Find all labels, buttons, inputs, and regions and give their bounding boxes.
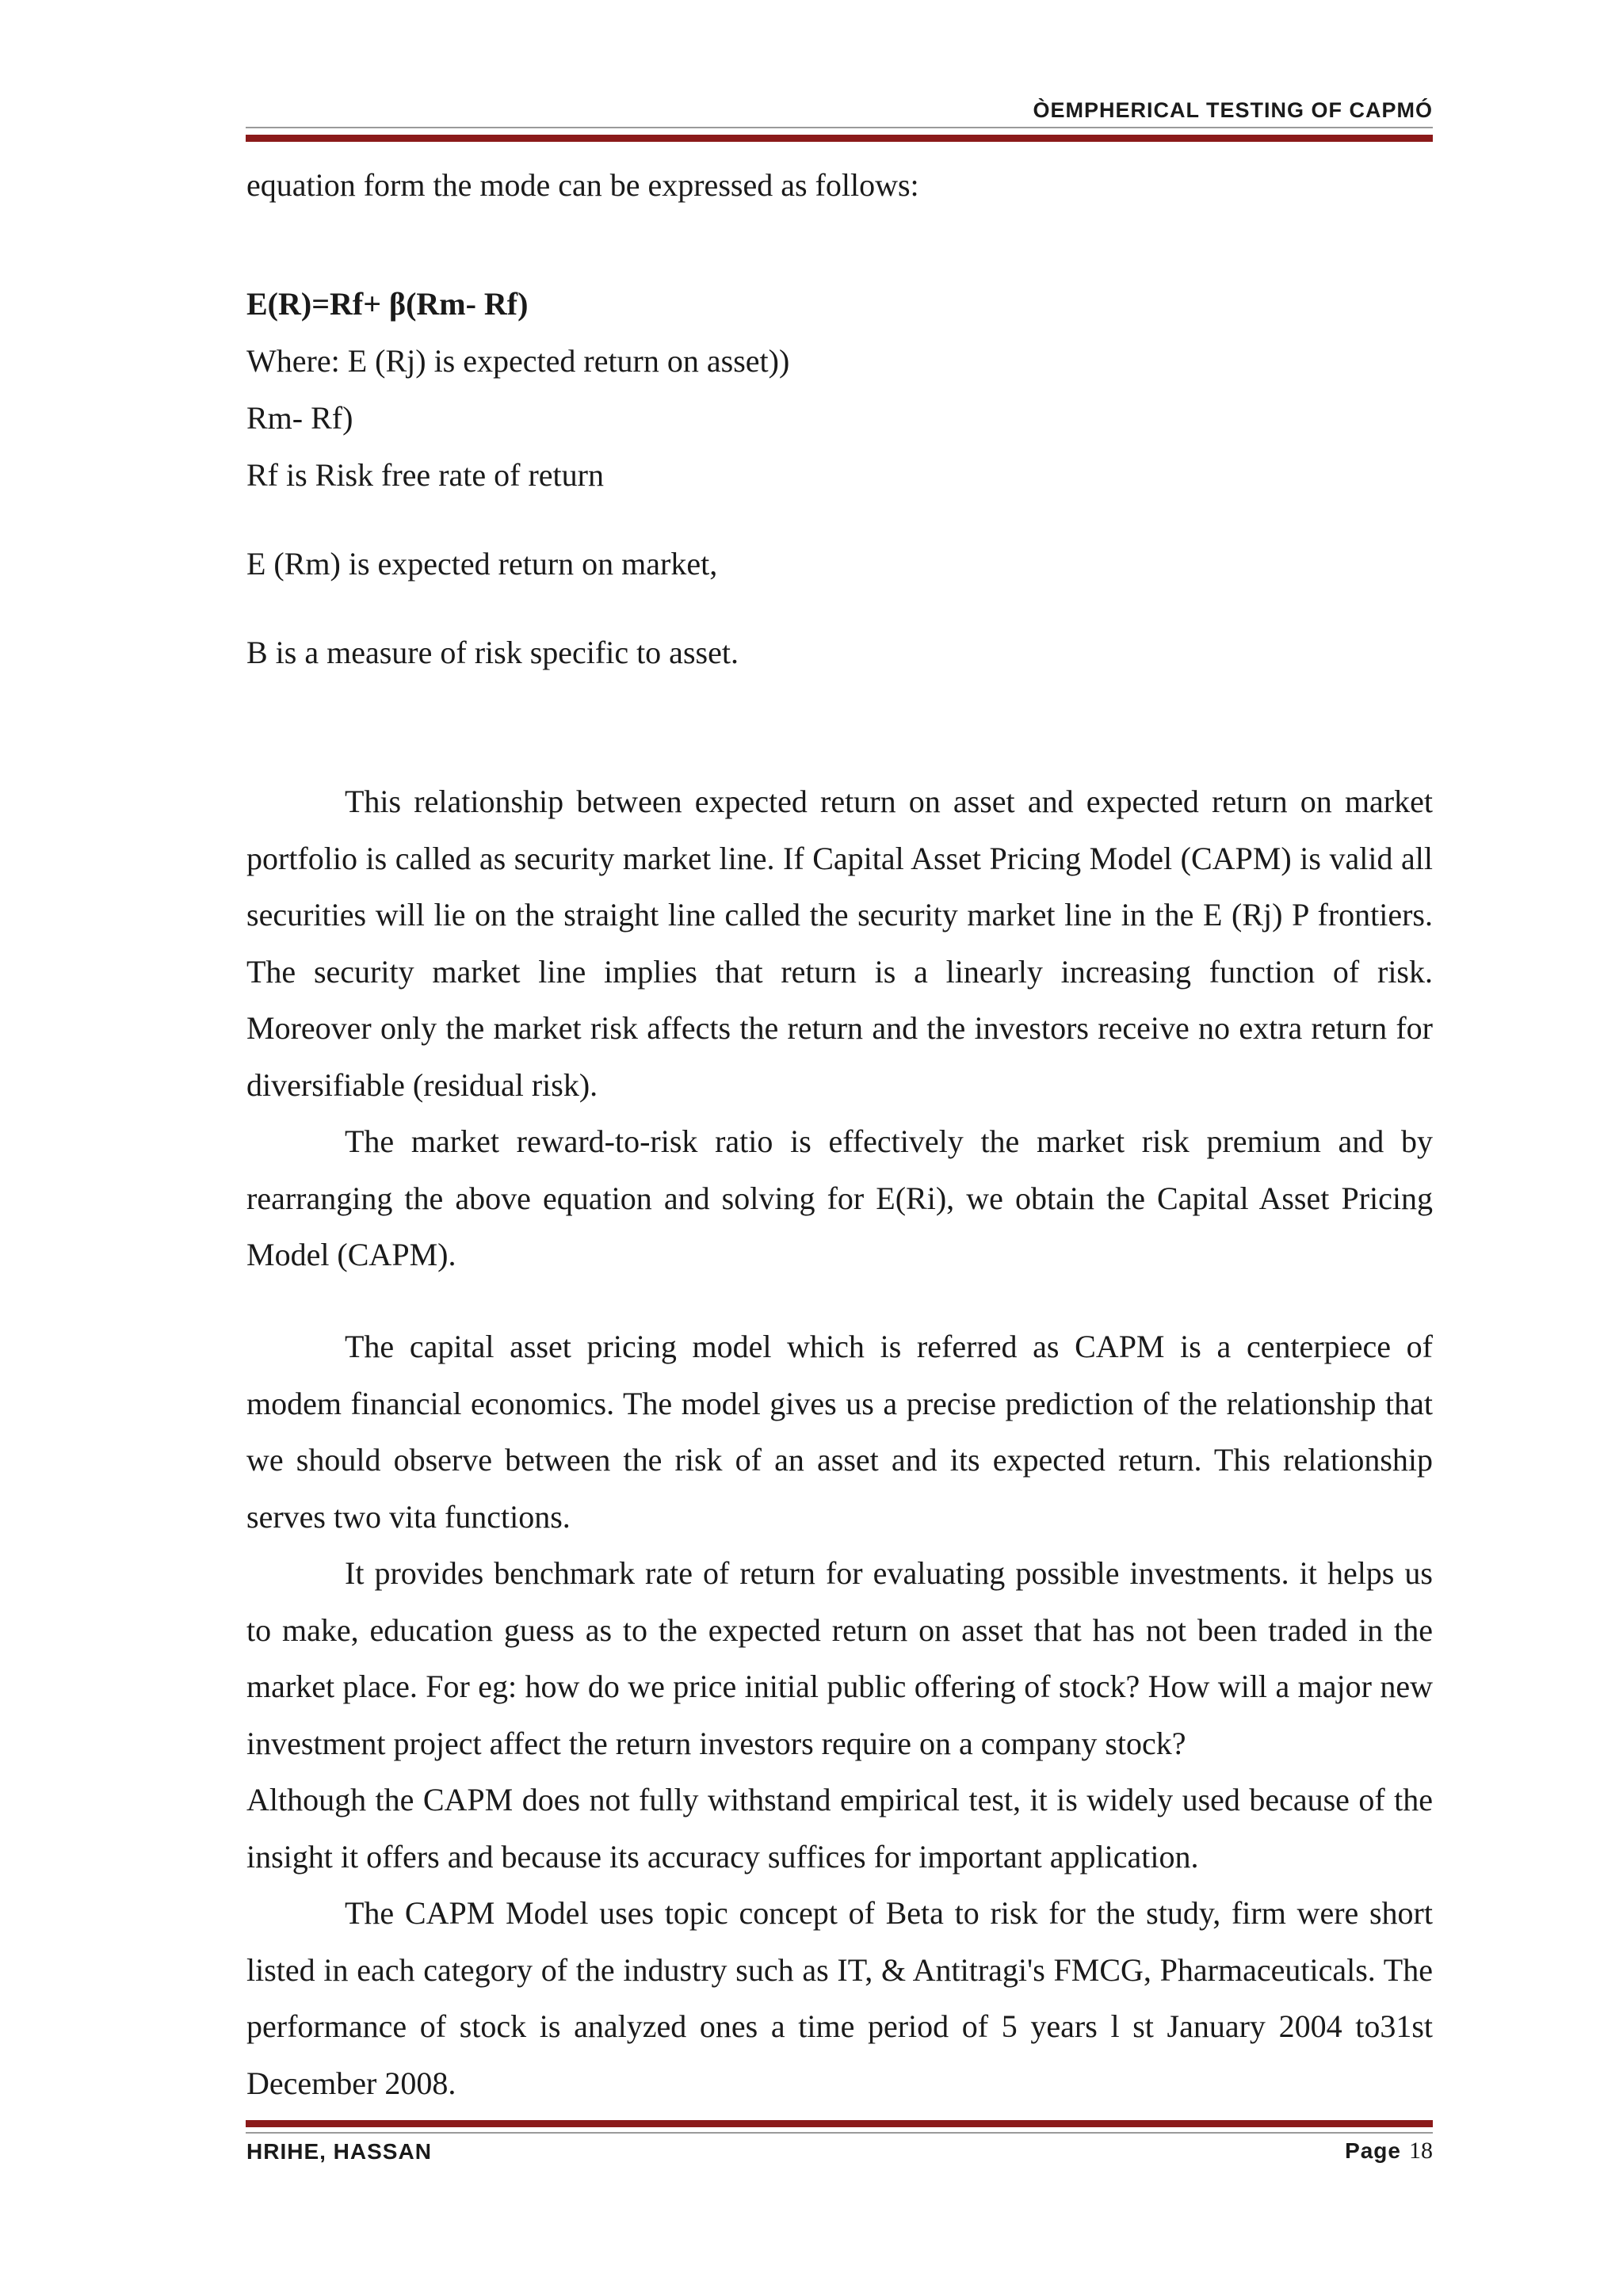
page-number: 18	[1409, 2138, 1433, 2164]
header-rule-thick	[246, 135, 1433, 142]
paragraph-beta-study: The CAPM Model uses topic concept of Beta to risk for the study, firm were short listed in each category of the industry such as IT, & Antitragi's FMCG, Pharmaceuticals. The performance of stock is analyzed ones a time period of 5 years l st January 2004 to31st December 2008.	[246, 1895, 1433, 2101]
definition-line-rm-rf: Rm- Rf)	[246, 400, 353, 436]
running-header-title: ÒEMPHERICAL TESTING OF CAPMÓ	[1033, 98, 1433, 122]
capm-formula: E(R)=Rf+ β(Rm- Rf)	[246, 286, 529, 322]
paragraph-sml: This relationship between expected return on asset and expected return on market portfolio is called as security market line. If Capital Asset Pricing Model (CAPM) is valid all securities will lie on the straight line called the security market line in the E (Rj) P frontiers. The security market line implies that return is a linearly increasing function of risk. Moreover only the market risk affects the return and the investors receive no extra return for diversifiable (residual risk).	[246, 784, 1433, 1103]
definition-line-rf: Rf is Risk free rate of return	[246, 457, 604, 493]
paragraph-benchmark: It provides benchmark rate of return for evaluating possible investments. it helps us to make, education guess as to the expected return on asset that has not been traded in the market place. For eg: how do we price initial public offering of stock? How will a major new investment project affect the return investors require on a company stock?	[246, 1555, 1433, 1761]
footer-author: HRIHE, HASSAN	[246, 2139, 432, 2164]
paragraph-empirical-test: Although the CAPM does not fully withstand empirical test, it is widely used because of the insight it offers and because its accuracy suffices for important application.	[246, 1782, 1433, 1875]
footer-rule-thick	[246, 2120, 1433, 2127]
footer-rule-thin	[246, 2132, 1433, 2134]
paragraph-block-2	[246, 1318, 1433, 2111]
paragraph-capm-centerpiece: The capital asset pricing model which is referred as CAPM is a centerpiece of modem financial economics. The model gives us a precise prediction of the relationship that we should observe between the risk of an asset and its expected return. This relationship serves two vita functions.	[246, 1329, 1433, 1535]
footer-page-indicator	[1345, 2138, 1433, 2164]
paragraph-reward-to-risk: The market reward-to-risk ratio is effectively the market risk premium and by rearranging the above equation and solving for E(Ri), we obtain the Capital Asset Pricing Model (CAPM).	[246, 1123, 1433, 1272]
header-rule-thin	[246, 127, 1433, 128]
definition-line-beta: B is a measure of risk specific to asset.	[246, 635, 739, 670]
paragraph-block-1	[246, 773, 1433, 1283]
intro-line: equation form the mode can be expressed as follows:	[246, 167, 919, 203]
definition-line-rj: Where: E (Rj) is expected return on asset))	[246, 343, 790, 379]
definition-line-erm: E (Rm) is expected return on market,	[246, 546, 718, 582]
page-label: Page	[1345, 2138, 1401, 2163]
